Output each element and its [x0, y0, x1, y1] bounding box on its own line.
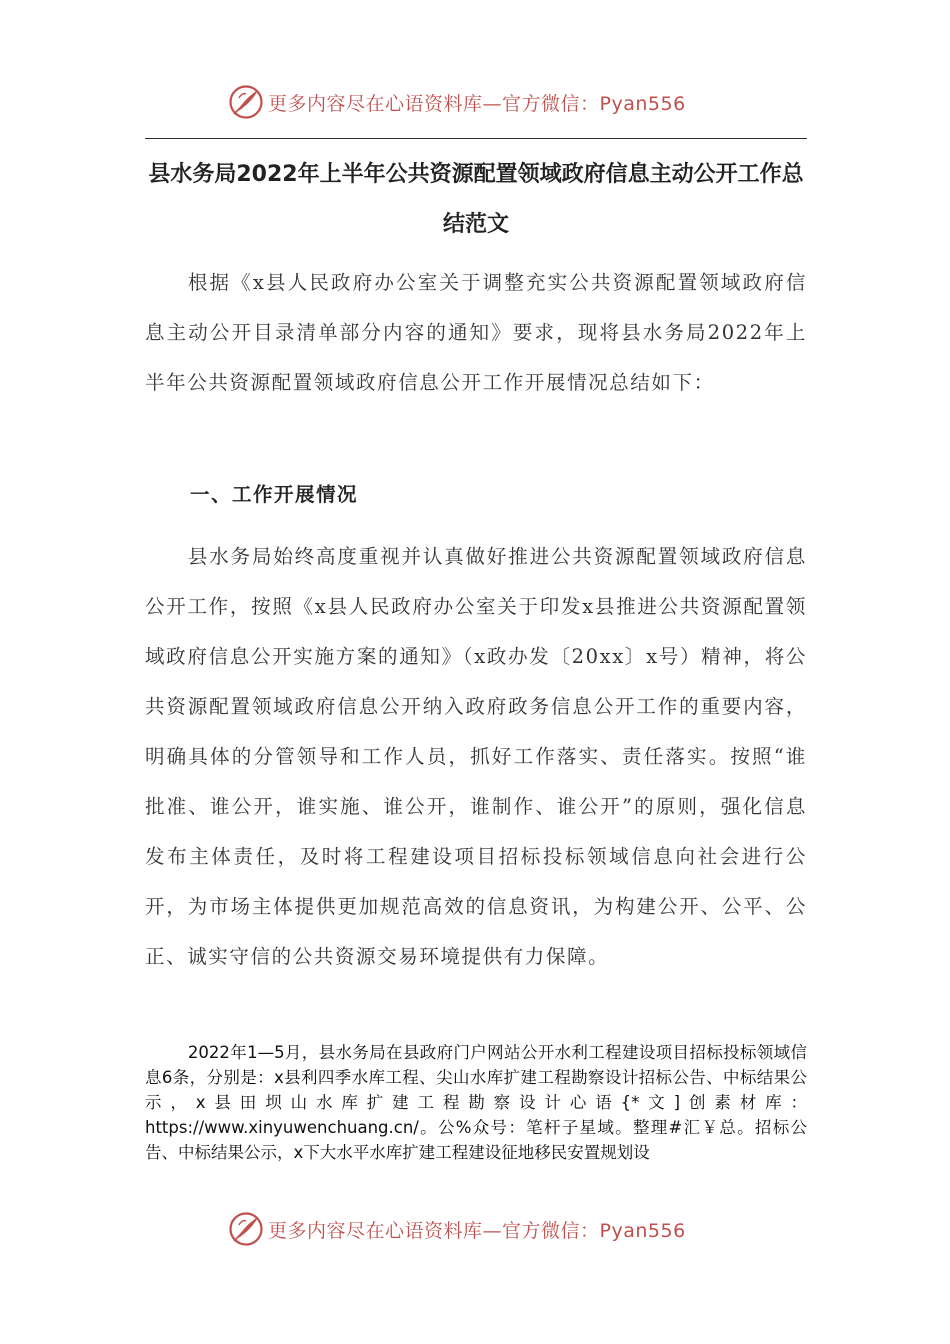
footer-banner-text: 更多内容尽在心语资料库—官方微信：Pyan556 — [268, 1219, 686, 1242]
header-divider — [145, 138, 807, 139]
document-title: 县水务局2022年上半年公共资源配置领域政府信息主动公开工作总结范文 — [148, 162, 804, 237]
header-wechat-id: Pyan556 — [599, 92, 686, 115]
quill-logo-icon — [228, 84, 264, 120]
section-paragraph-dense: 2022年1—5月，县水务局在县政府门户网站公开水利工程建设项目招标投标领域信息6条，分别是：x县利四季水库工程、尖山水库扩建工程勘察设计招标公告、中标结果公示，x县田坝山水库扩建工程勘察设计心语{*文]创素材库：https://www.xinyuwenchuang.cn/。公%众号：笔杆子星域。整理#汇￥总。招标公告、中标结果公示，x下大水平水库扩建工程建设征地移民安置规划设 — [145, 1043, 807, 1162]
header-banner — [228, 80, 686, 124]
section-paragraph: 县水务局始终高度重视并认真做好推进公共资源配置领域政府信息公开工作，按照《x县人民政府办公室关于印发x县推进公共资源配置领域政府信息公开实施方案的通知》（x政办发〔20xx〕x号）精神，将公共资源配置领域政府信息公开纳入政府政务信息公开工作的重要内容，明确具体的分管领导和工作人员，抓好工作落实、责任落实。按照“谁批准、谁公开，谁实施、谁公开，谁制作、谁公开”的原则，强化信息发布主体责任，及时将工程建设项目招标投标领域信息向社会进行公开，为市场主体提供更加规范高效的信息资讯，为构建公开、公平、公正、诚实守信的公共资源交易环境提供有力保障。 — [145, 545, 807, 968]
section-heading: 一、工作开展情况 — [190, 483, 359, 506]
quill-logo-icon — [228, 1211, 264, 1247]
footer-banner — [228, 1207, 686, 1251]
footer-wechat-id: Pyan556 — [599, 1219, 686, 1242]
intro-paragraph: 根据《x县人民政府办公室关于调整充实公共资源配置领域政府信息主动公开目录清单部分内容的通知》要求，现将县水务局2022年上半年公共资源配置领域政府信息公开工作开展情况总结如下： — [145, 271, 807, 394]
header-banner-text: 更多内容尽在心语资料库—官方微信：Pyan556 — [268, 92, 686, 115]
